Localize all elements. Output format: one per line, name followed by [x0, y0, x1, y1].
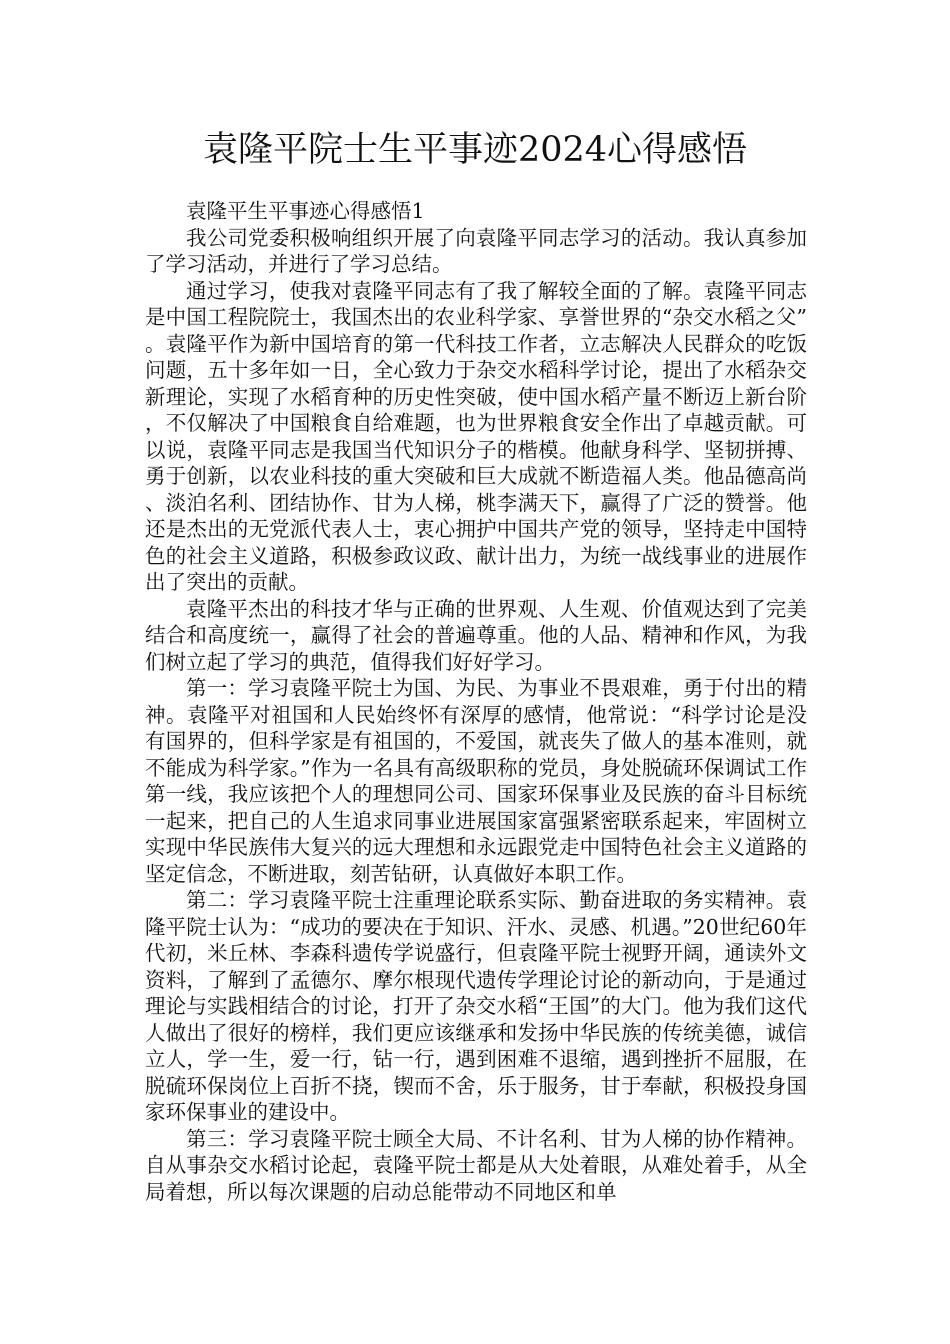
paragraph: 第二：学习袁隆平院士注重理论联系实际、勤奋进取的务实精神。袁隆平院士认为：“成功的要决在于知识、汗水、灵感、机遇。”20世纪60年代初，米丘林、李森科遗传学说盛行，但袁隆平院士视野开阔，通读外文资料，了解到了孟德尔、摩尔根现代遗传学理论讨论的新动向，于是通过理论与实践相结合的讨论，打开了杂交水稻“王国”的大门。他为我们这代人做出了很好的榜样，我们更应该继承和发扬中华民族的传统美德，诚信立人，学一生，爱一行，钻一行，遇到困难不退缩，遇到挫折不屈服，在脱硫环保岗位上百折不挠，锲而不舍，乐于服务，甘于奉献，积极投身国家环保事业的建设中。: [145, 888, 807, 1124]
document-body: [145, 198, 807, 1205]
paragraph: 通过学习，使我对袁隆平同志有了我了解较全面的了解。袁隆平同志是中国工程院院士，我国杰出的农业科学家、享誉世界的“杂交水稻之父”。袁隆平作为新中国培育的第一代科技工作者，立志解决人民群众的吃饭问题，五十多年如一日，全心致力于杂交水稻科学讨论，提出了水稻杂交新理论，实现了水稻育种的历史性突破，使中国水稻产量不断迈上新台阶，不仅解决了中国粮食自给难题，也为世界粮食安全作出了卓越贡献。可以说，袁隆平同志是我国当代知识分子的楷模。他献身科学、坚韧拼搏、勇于创新，以农业科技的重大突破和巨大成就不断造福人类。他品德高尚、淡泊名利、团结协作、甘为人梯，桃李满天下，赢得了广泛的赞誉。他还是杰出的无党派代表人士，衷心拥护中国共产党的领导，坚持走中国特色的社会主义道路，积极参政议政、献计出力，为统一战线事业的进展作出了突出的贡献。: [145, 278, 807, 594]
paragraph: 第一：学习袁隆平院士为国、为民、为事业不畏艰难，勇于付出的精神。袁隆平对祖国和人民始终怀有深厚的感情，他常说：“科学讨论是没有国界的，但科学家是有祖国的，不爱国，就丧失了做人的基本准则，就不能成为科学家。”作为一名具有高级职称的党员，身处脱硫环保调试工作第一线，我应该把个人的理想同公司、国家环保事业及民族的奋斗目标统一起来，把自己的人生追求同事业进展国家富强紧密联系起来，牢固树立实现中华民族伟大复兴的远大理想和永远跟党走中国特色社会主义道路的坚定信念，不断进取，刻苦钻研，认真做好本职工作。: [145, 676, 807, 886]
paragraph: 袁隆平杰出的科技才华与正确的世界观、人生观、价值观达到了完美结合和高度统一，赢得了社会的普遍尊重。他的人品、精神和作风，为我们树立起了学习的典范，值得我们好好学习。: [145, 596, 807, 674]
paragraph-subtitle: 袁隆平生平事迹心得感悟1: [186, 199, 425, 223]
paragraph: 我公司党委积极响组织开展了向袁隆平同志学习的活动。我认真参加了学习活动，并进行了学习总结。: [145, 225, 807, 276]
document-title: 袁隆平院士生平事迹2024心得感悟: [202, 130, 748, 170]
paragraph: 第三：学习袁隆平院士顾全大局、不计名利、甘为人梯的协作精神。自从事杂交水稻讨论起，袁隆平院士都是从大处着眼，从难处着手，从全局着想，所以每次课题的启动总能带动不同地区和单: [145, 1126, 807, 1204]
